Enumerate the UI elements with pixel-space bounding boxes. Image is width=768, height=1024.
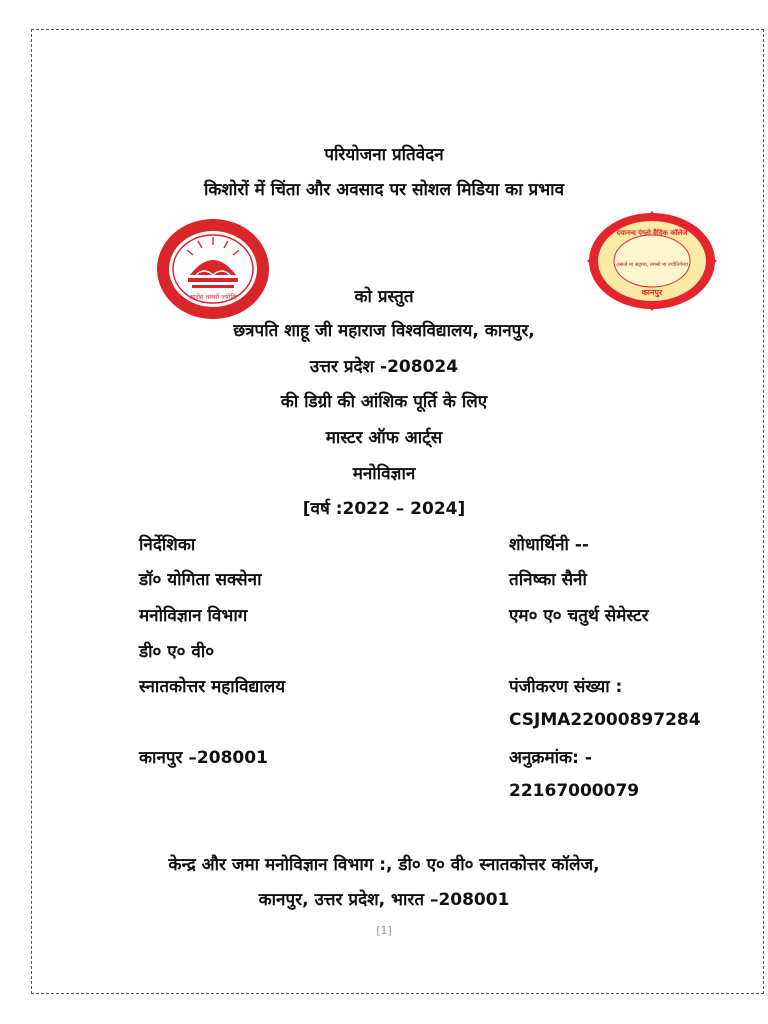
roll-number: 22167000079 [509,781,640,801]
degree-name: मास्टर ऑफ आर्ट्स [325,428,443,448]
university-name: छत्रपति शाहू जी महाराज विश्वविद्यालय, कानपुर, [233,321,535,341]
right-logo-motto: असतो मा सद्गमय, तमसो मा ज्योतिर्गमय [616,262,688,268]
roll-label: अनुक्रमांक: - [509,748,592,768]
presented-to: को प्रस्तुत [354,287,414,307]
researcher-course: एम० ए० चतुर्थ सेमेस्टर [509,606,649,626]
left-logo-motto: आरोह तमसो ज्योतिः [188,293,238,301]
registration-label: पंजीकरण संख्या : [509,677,623,697]
subject-name: मनोविज्ञान [352,464,416,484]
supervisor-city: कानपुर –208001 [139,748,268,768]
partial-fulfilment: की डिग्री की आंशिक पूर्ति के लिए [280,392,488,412]
supervisor-college-short: डी० ए० वी० [139,642,215,662]
report-title: परियोजना प्रतिवेदन [324,145,444,165]
supervisor-department: मनोविज्ञान विभाग [139,606,248,626]
supervisor-heading: निर्देशिका [139,535,196,555]
right-logo-name: दयानन्द एंग्लो वैदिक कॉलेज [616,229,688,237]
state-pincode: उत्तर प्रदेश -208024 [309,357,459,377]
centre-line: केन्द्र और जमा मनोविज्ञान विभाग :, डी० ए० वी० स्नातकोत्तर कॉलेज, [168,855,600,875]
right-logo-place: कानपुर [641,288,663,297]
page-number: [1] [376,924,392,937]
session-years: [वर्ष :2022 – 2024] [302,499,466,519]
supervisor-college-type: स्नातकोत्तर महाविद्यालय [139,677,286,697]
address-line: कानपुर, उत्तर प्रदेश, भारत –208001 [258,890,510,910]
registration-number: CSJMA22000897284 [509,710,701,730]
supervisor-name: डॉ० योगिता सक्सेना [139,570,262,590]
project-topic: किशोरों में चिंता और अवसाद पर सोशल मिडिया का प्रभाव [203,180,565,200]
researcher-name: तनिष्का सैनी [509,570,587,590]
researcher-heading: शोधार्थिनी -- [509,535,589,555]
